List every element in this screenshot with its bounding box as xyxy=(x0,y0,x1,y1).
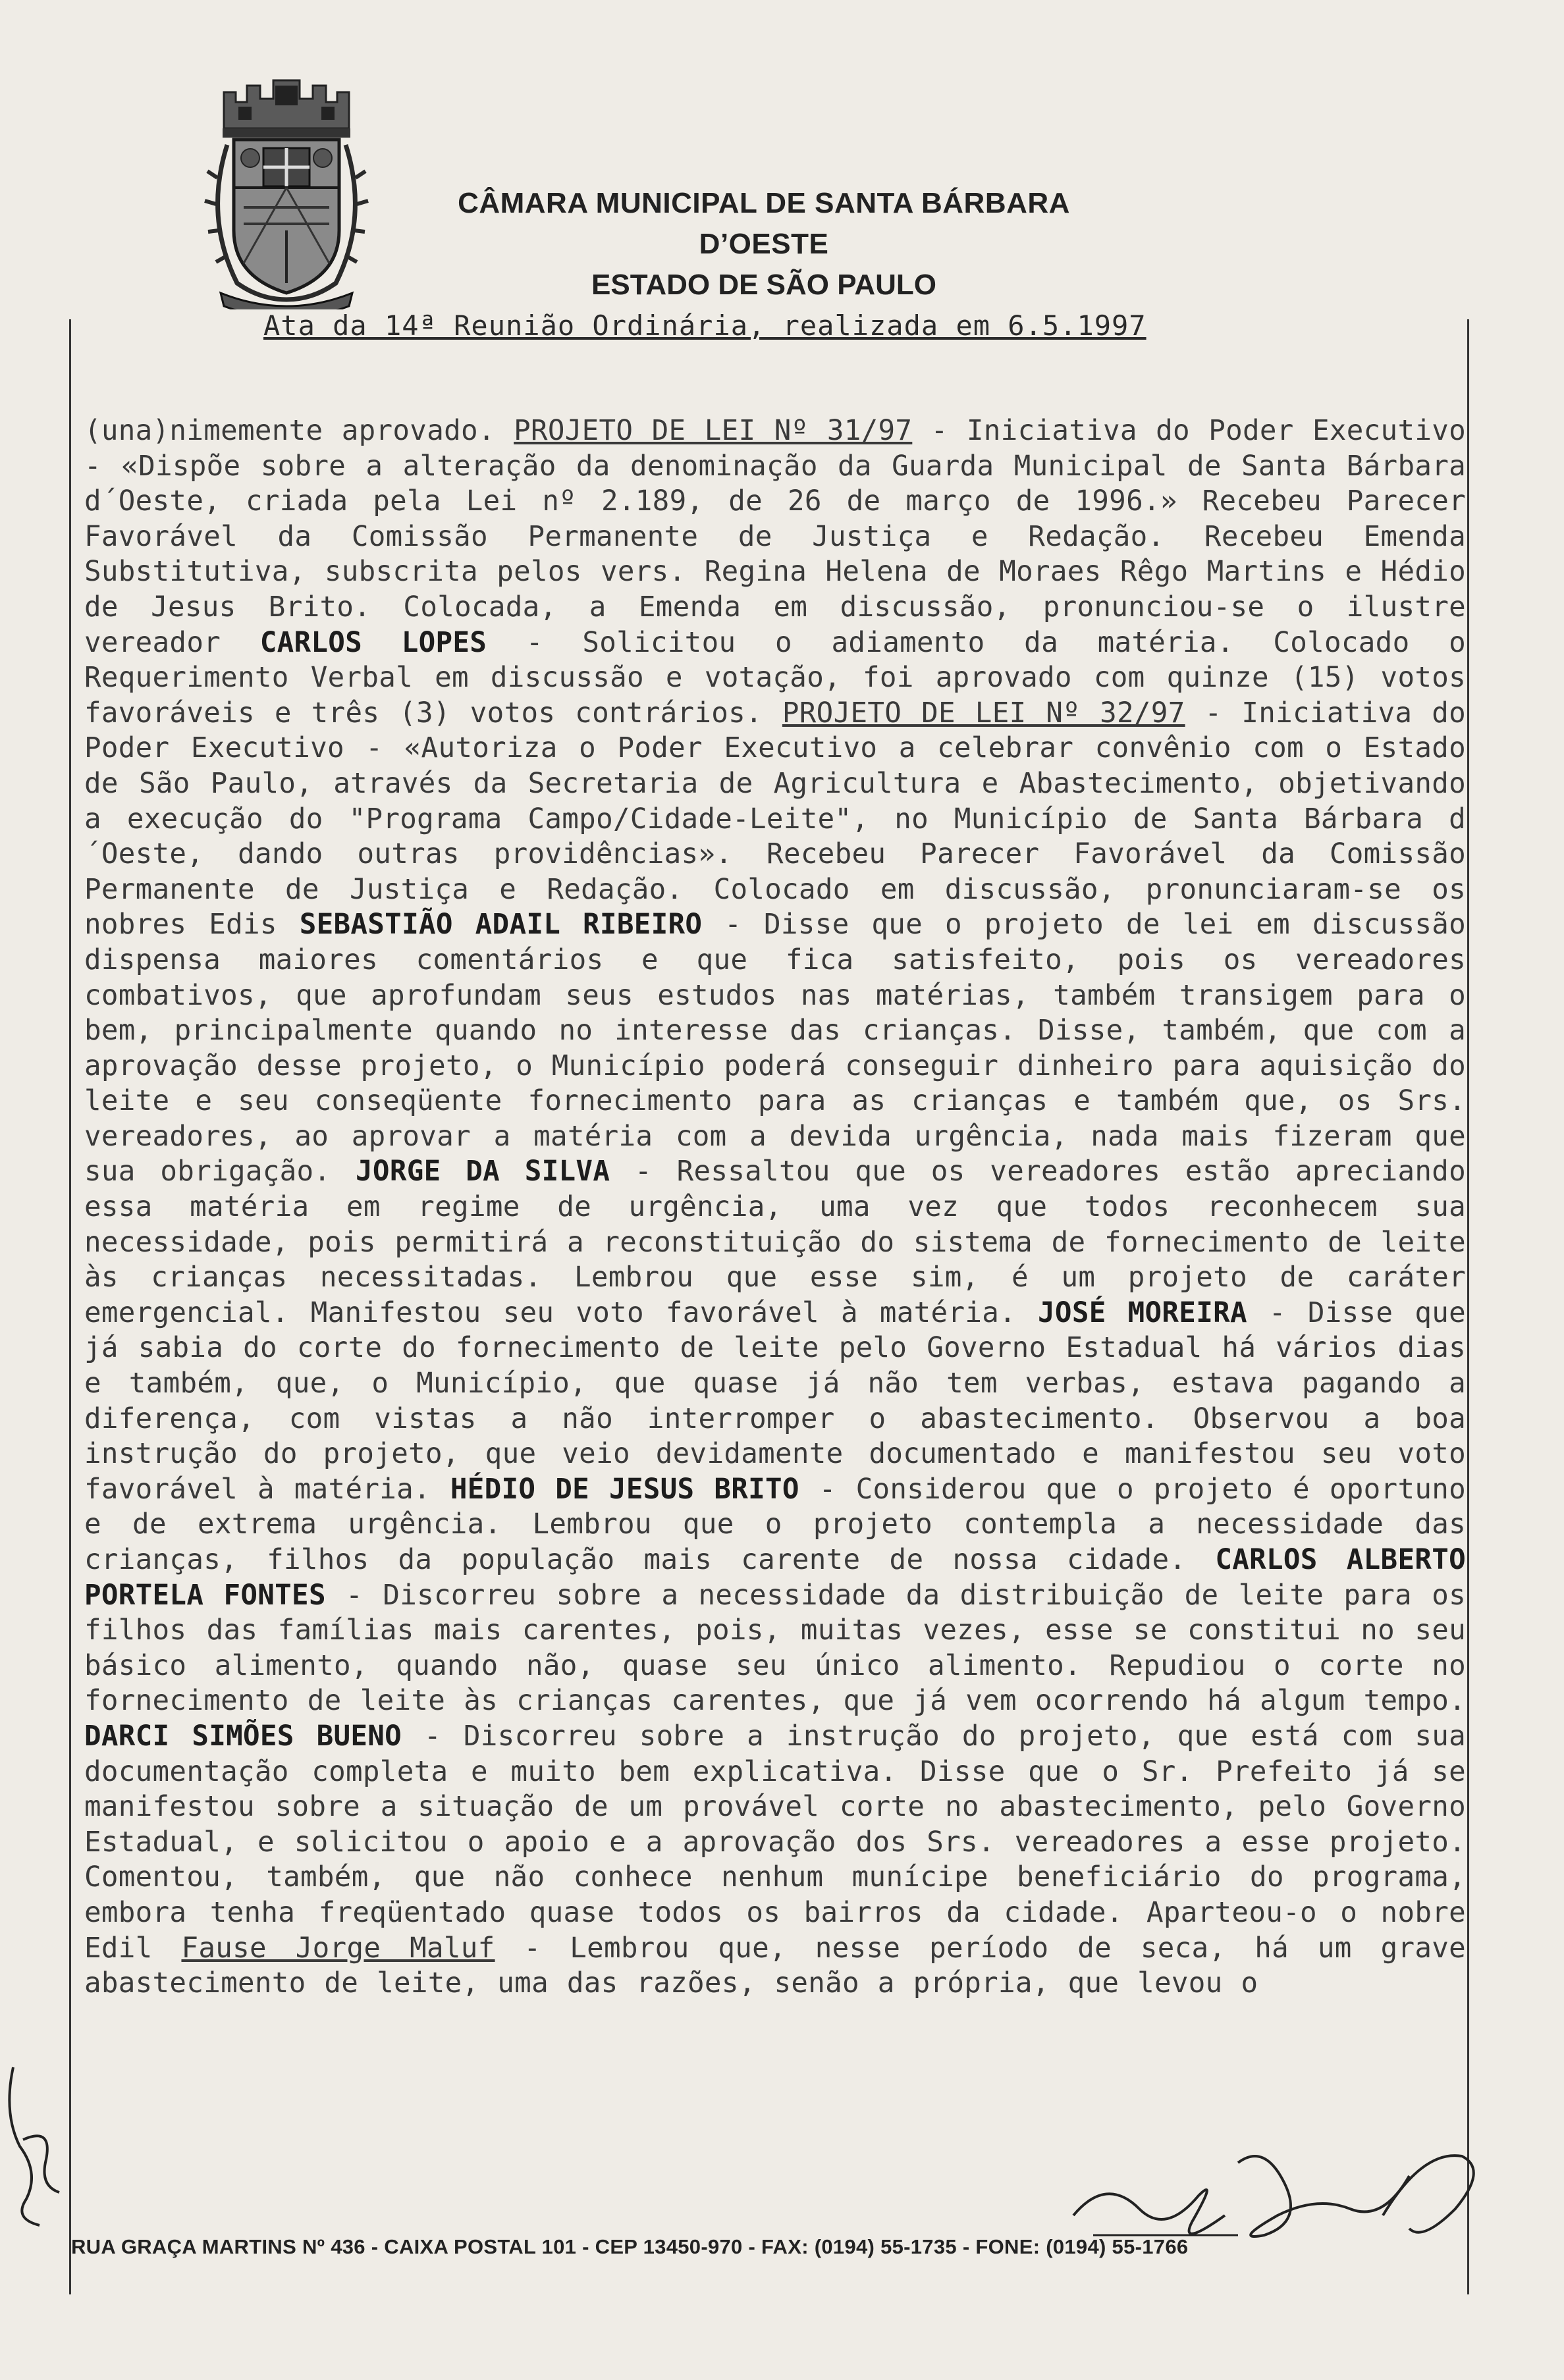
organization-name: CÂMARA MUNICIPAL DE SANTA BÁRBARA D’OESTE xyxy=(458,187,1070,260)
left-margin-rule xyxy=(69,319,71,2294)
body-text-segment: - Disse que já sabia do corte do fornecimento de leite pelo Governo Estadual há vários dias e também, que, o Município, que quase já não tem verbas, estava pagando a diferença, com vistas a não interromper o abastecimento. Observou a boa instrução do projeto, que veio devidamente documentado e manifestou seu voto favorável à matéria. xyxy=(84,1296,1466,1506)
speaker-name: HÉDIO DE JESUS BRITO xyxy=(450,1473,799,1506)
body-text-segment: - Considerou que o projeto é oportuno e de extrema urgência. Lembrou que o projeto contempla a necessidade das crianças, filhos da população mais carente de nossa cidade. xyxy=(84,1473,1466,1576)
bill-reference-31-97: PROJETO DE LEI Nº 31/97 xyxy=(514,415,913,447)
organization-state: ESTADO DE SÃO PAULO xyxy=(591,269,936,301)
speaker-name: JORGE DA SILVA xyxy=(356,1155,610,1188)
minutes-body-text xyxy=(84,413,1466,2001)
margin-initials-signature xyxy=(0,2061,66,2232)
body-text-segment: - Solicitou o adiamento da matéria. Colocado o Requerimento Verbal em discussão e votação, foi aprovado com quinze (15) votos favoráveis e três (3) votos contrários. xyxy=(84,626,1466,729)
body-text-segment: - Iniciativa do Poder Executivo - «Dispõe sobre a alteração da denominação da Guarda Municipal de Santa Bárbara d´Oeste, criada pela Lei nº 2.189, de 26 de março de 1996.» Recebeu Parecer Favorável da Comissão Permanente de Justiça e Redação. Recebeu Emenda Substitutiva, subscrita pelos vers. Regina Helena de Moraes Rêgo Martins e Hédio de Jesus Brito. Colocada, a Emenda em discussão, pronunciou-se o ilustre vereador xyxy=(84,415,1466,659)
body-text-segment: - Disse que o projeto de lei em discussão dispensa maiores comentários e que fica satisfeito, pois os vereadores combativos, que aprofundam seus estudos nas matérias, também transigem para o bem, principalmente quando no interesse das crianças. Disse, também, que com a aprovação desse projeto, o Município poderá conseguir dinheiro para aquisição do leite e seu conseqüente fornecimento para as crianças e também que, os Srs. vereadores, ao aprovar a matéria com a devida urgência, nada mais fizeram que sua obrigação. xyxy=(84,909,1466,1188)
speaker-name: CARLOS LOPES xyxy=(259,626,487,659)
minutes-title: Ata da 14ª Reunião Ordinária, realizada em 6.5.1997 xyxy=(263,309,1146,342)
body-text-segment: - Lembrou que, nesse período de seca, há um grave abastecimento de leite, uma das razões, senão a própria, que levou o xyxy=(84,1932,1467,2000)
body-text-segment: (una)nimemente aprovado. xyxy=(84,415,514,447)
speaker-name: CARLOS ALBERTO PORTELA FONTES xyxy=(84,1544,1466,1612)
body-text-segment: - Discorreu sobre a instrução do projeto, que está com sua documentação completa e muito bem explicativa. Disse que o Sr. Prefeito já se manifestou sobre a situação de um provável corte no abastecimento, pelo Governo Estadual, e solicitou o apoio e a aprovação dos Srs. vereadores a esse projeto. Comentou, também, que não conhece nenhum munícipe beneficiário do programa, embora tenha freqüentado quase todos os bairros da cidade. Aparteou-o o nobre Edil xyxy=(84,1720,1467,1965)
speaker-name: JOSÉ MOREIRA xyxy=(1038,1296,1247,1329)
aparte-speaker-name: Fause Jorge Maluf xyxy=(181,1932,495,1965)
speaker-name: SEBASTIÃO ADAIL RIBEIRO xyxy=(299,909,703,941)
municipal-coat-of-arms xyxy=(198,66,375,309)
body-text-segment: - Ressaltou que os vereadores estão apreciando essa matéria em regime de urgência, uma vez que todos reconhecem sua necessidade, pois permitirá a reconstituição do sistema de fornecimento de leite às crianças necessitadas. Lembrou que esse sim, é um projeto de caráter emergencial. Manifestou seu voto favorável à matéria. xyxy=(84,1155,1466,1329)
header-organization xyxy=(395,183,1133,305)
body-text-segment: - Iniciativa do Poder Executivo - «Autoriza o Poder Executivo a celebrar convênio com o Estado de São Paulo, através da Secretaria de Agricultura e Abastecimento, objetivando a execução do "Programa Campo/Cidade-Leite", no Município de Santa Bárbara d´Oeste, dando outras providências». Recebeu Parecer Favorável da Comissão Permanente de Justiça e Redação. Colocado em discussão, pronunciaram-se os nobres Edis xyxy=(84,697,1466,941)
footer-address: RUA GRAÇA MARTINS Nº 436 - CAIXA POSTAL 101 - CEP 13450-970 - FAX: (0194) 55-1735 - FONE: (0194) 55-1766 xyxy=(71,2235,1189,2258)
right-margin-rule xyxy=(1467,319,1469,2294)
speaker-name: DARCI SIMÕES BUENO xyxy=(84,1720,402,1753)
bill-reference-32-97: PROJETO DE LEI Nº 32/97 xyxy=(782,697,1185,729)
body-text-segment: - Discorreu sobre a necessidade da distribuição de leite para os filhos das famílias mais carentes, pois, muitas vezes, esse se constitui no seu básico alimento, quando não, quase seu único alimento. Repudiou o corte no fornecimento de leite às crianças carentes, que já vem ocorrendo há algum tempo. xyxy=(84,1579,1467,1718)
